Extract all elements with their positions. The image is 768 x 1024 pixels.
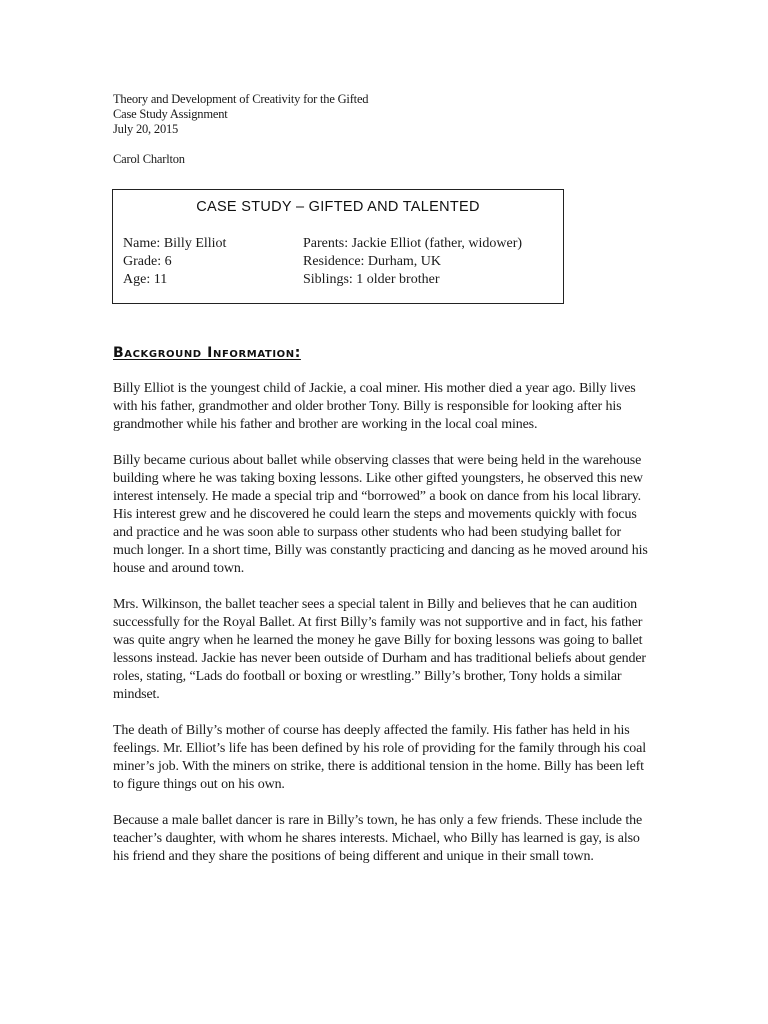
paragraph: Billy Elliot is the youngest child of Jackie, a coal miner. His mother died a year ago. Billy lives with his father, grandmother and older brother Tony. Billy is responsible for looking after his grandmother while his father and brother are working in the local coal mines. [113,381,636,432]
background-heading: Background Information: [113,345,301,361]
student-siblings: Siblings: 1 older brother [303,272,440,287]
student-residence: Residence: Durham, UK [303,254,442,269]
student-info-left [123,235,226,289]
course-title: Theory and Development of Creativity for the Gifted [113,92,369,106]
assignment-title: Case Study Assignment [113,107,228,121]
document-header [113,92,368,167]
paragraph: Because a male ballet dancer is rare in Billy’s town, he has only a few friends. These include the teacher’s daughter, with whom he shares interests. Michael, who Billy has learned is gay, is also his friend and they share the positions of being different and unique in their small town. [113,813,643,864]
paragraph: Billy became curious about ballet while observing classes that were being held in the warehouse building where he was taking boxing lessons. Like other gifted youngsters, he observed this new interest intensely. He made a special trip and “borrowed” a book on dance from his local library. His interest grew and he discovered he could learn the steps and movements quickly with focus and practice and he was soon able to surpass other students who had been studying ballet for much longer. In a short time, Billy was constantly practicing and dancing as he moved around his house and around town. [113,453,648,576]
case-study-box [112,189,564,304]
paragraph: The death of Billy’s mother of course has deeply affected the family. His father has held in his feelings. Mr. Elliot’s life has been defined by his role of providing for the family through his coal miner’s job. With the miners on strike, there is additional tension in the home. Billy has been left to figure things out on his own. [113,723,646,792]
document-date: July 20, 2015 [113,122,179,136]
student-parents: Parents: Jackie Elliot (father, widower) [303,236,523,251]
student-grade: Grade: 6 [123,254,172,269]
background-body [113,380,653,884]
student-age: Age: 11 [123,272,168,287]
student-info-right [303,235,522,289]
case-study-title: CASE STUDY – GIFTED AND TALENTED [196,199,480,215]
author-name: Carol Charlton [113,152,185,166]
paragraph: Mrs. Wilkinson, the ballet teacher sees a special talent in Billy and believes that he can audition successfully for the Royal Ballet. At first Billy’s family was not supportive and in fact, his father was quite angry when he learned the money he gave Billy for boxing lessons was going to ballet lessons instead. Jackie has never been outside of Durham and has traditional beliefs about gender roles, stating, “Lads do football or boxing or wrestling.” Billy’s brother, Tony holds a similar mindset. [113,597,646,702]
student-name: Name: Billy Elliot [123,236,227,251]
